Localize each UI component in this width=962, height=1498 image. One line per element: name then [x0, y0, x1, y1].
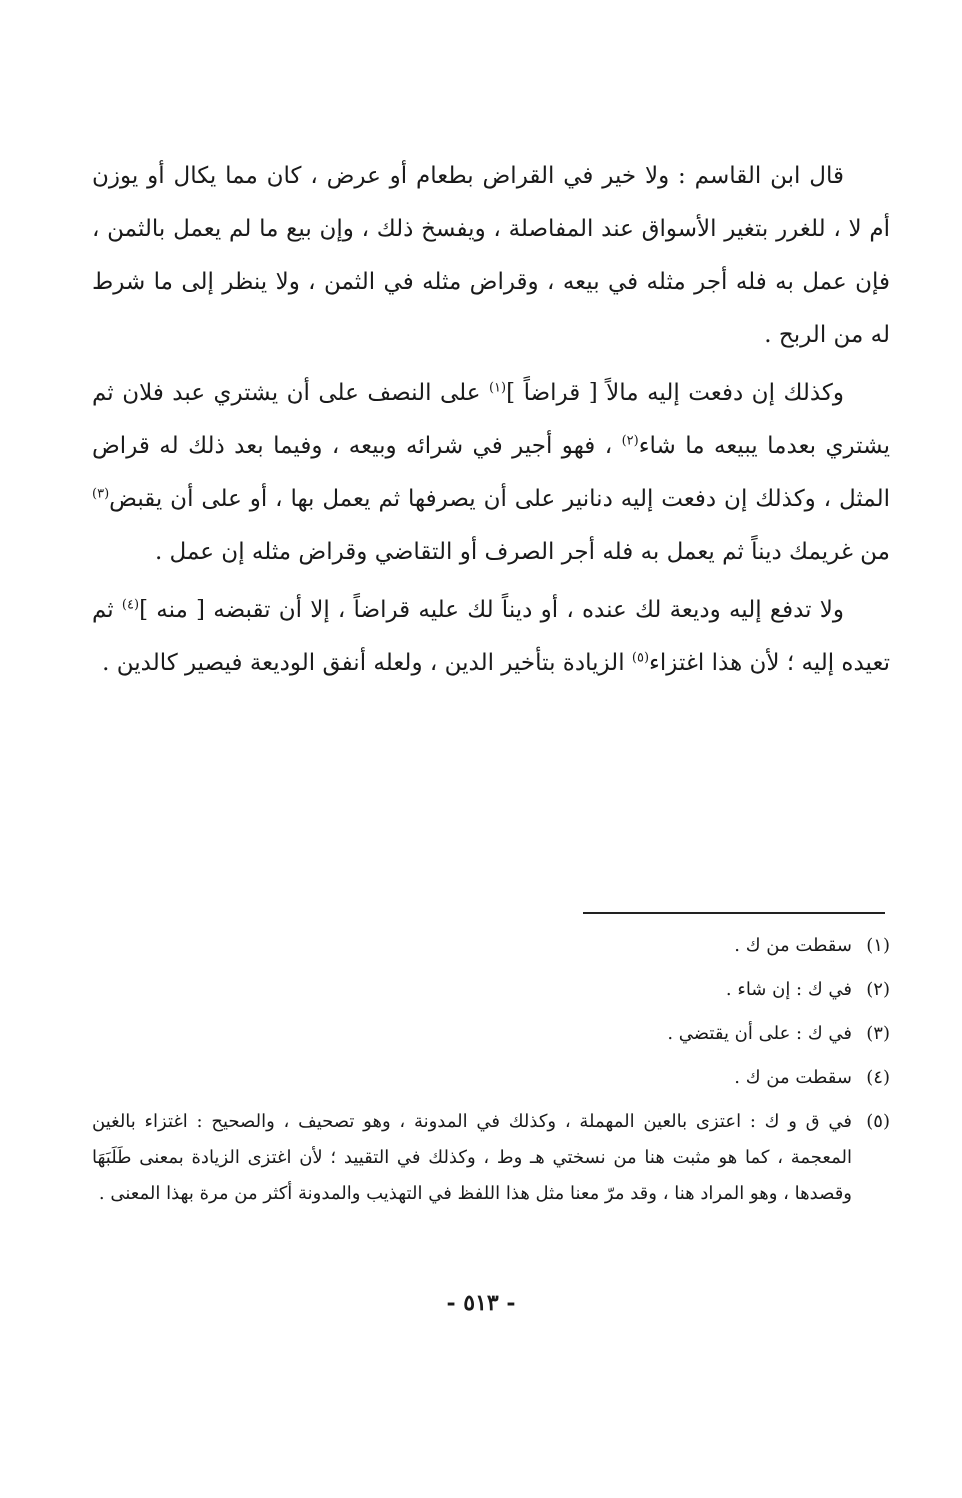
main-text-body: [92, 150, 890, 695]
paragraph-2: [92, 367, 890, 579]
footnote-text: سقطت من ك .: [734, 1067, 852, 1088]
footnote-text: في ق و ك : اعتزى بالعين المهملة ، وكذلك في المدونة ، وهو تصحيف ، والصحيح : اغتزاء بالغين المعجمة ، كما هو مثبت هنا من نسختي هـ وط ، وكذلك في التقييد ؛ لأن اغتزى الزيادة بمعنى طَلَبَهَا وقصدها ، وهو المراد هنا ، وقد مرّ معنا مثل هذا اللفظ في التهذيب والمدونة أكثر من مرة بهذا المعنى .: [92, 1111, 852, 1204]
footnote-ref-5: (٥): [631, 650, 650, 666]
footnote-text: في ك : إن شاء .: [725, 979, 852, 1000]
footnote-ref-2: (٢): [621, 433, 639, 449]
footnote-number: (٢): [866, 979, 890, 1000]
paragraph-3: [92, 584, 890, 690]
footnote-item: [92, 928, 890, 964]
footnote-ref-4: (٤): [121, 597, 140, 613]
footnote-item: [92, 1104, 890, 1212]
paragraph-2-text-d: من غريمك ديناً ثم يعمل به فله أجر الصرف أو التقاضي وقراض مثله إن عمل .: [154, 539, 890, 565]
footnote-ref-3: (٣): [92, 486, 110, 502]
footnote-number: (١): [866, 935, 890, 956]
footnote-text: في ك : على أن يقتضي .: [667, 1023, 852, 1044]
footnote-number: (٤): [866, 1067, 890, 1088]
footnote-ref-1: (١): [488, 380, 507, 396]
paragraph-2-text-a: وكذلك إن دفعت إليه مالاً [ قراضاً ]: [506, 380, 844, 406]
page-number: - ٥١٣ -: [446, 1290, 516, 1316]
paragraph-3-text-b: ثم تعيده إليه ؛ لأن هذا اغتزاء: [92, 597, 890, 676]
paragraph-1-text: قال ابن القاسم : ولا خير في القراض بطعام أو عرض ، كان مما يكال أو يوزن أم لا ، للغرر بتغير الأسواق عند المفاصلة ، ويفسخ ذلك ، وإن بيع ما لم يعمل بالثمن ، فإن عمل به فله أجر مثله في بيعه ، وقراض مثله في الثمن ، ولا ينظر إلى ما شرط له من الربح .: [92, 163, 890, 348]
footnote-separator: [583, 912, 885, 914]
footnote-item: [92, 972, 890, 1008]
paragraph-2-text-c: ، فهو أجير في شرائه وبيعه ، وفيما بعد ذلك له قراض المثل ، وكذلك إن دفعت إليه دنانير على أن يصرفها ثم يعمل بها ، أو على أن يقبض: [92, 433, 890, 512]
footnote-item: [92, 1016, 890, 1052]
footnotes-section: [92, 928, 890, 1220]
footnote-item: [92, 1060, 890, 1096]
paragraph-2-text-b: على النصف على أن يشتري عبد فلان ثم يشتري بعدما يبيعه ما شاء: [92, 380, 891, 459]
footnote-number: (٣): [866, 1023, 890, 1044]
paragraph-3-text-c: الزيادة بتأخير الدين ، ولعله أنفق الوديعة فيصير كالدين .: [102, 650, 632, 676]
footnote-text: سقطت من ك .: [734, 935, 852, 956]
footnote-number: (٥): [866, 1111, 890, 1132]
paragraph-3-text-a: ولا تدفع إليه وديعة لك عنده ، أو ديناً لك عليه قراضاً ، إلا أن تقبضه [ منه ]: [139, 597, 844, 623]
paragraph-1: [92, 150, 890, 362]
